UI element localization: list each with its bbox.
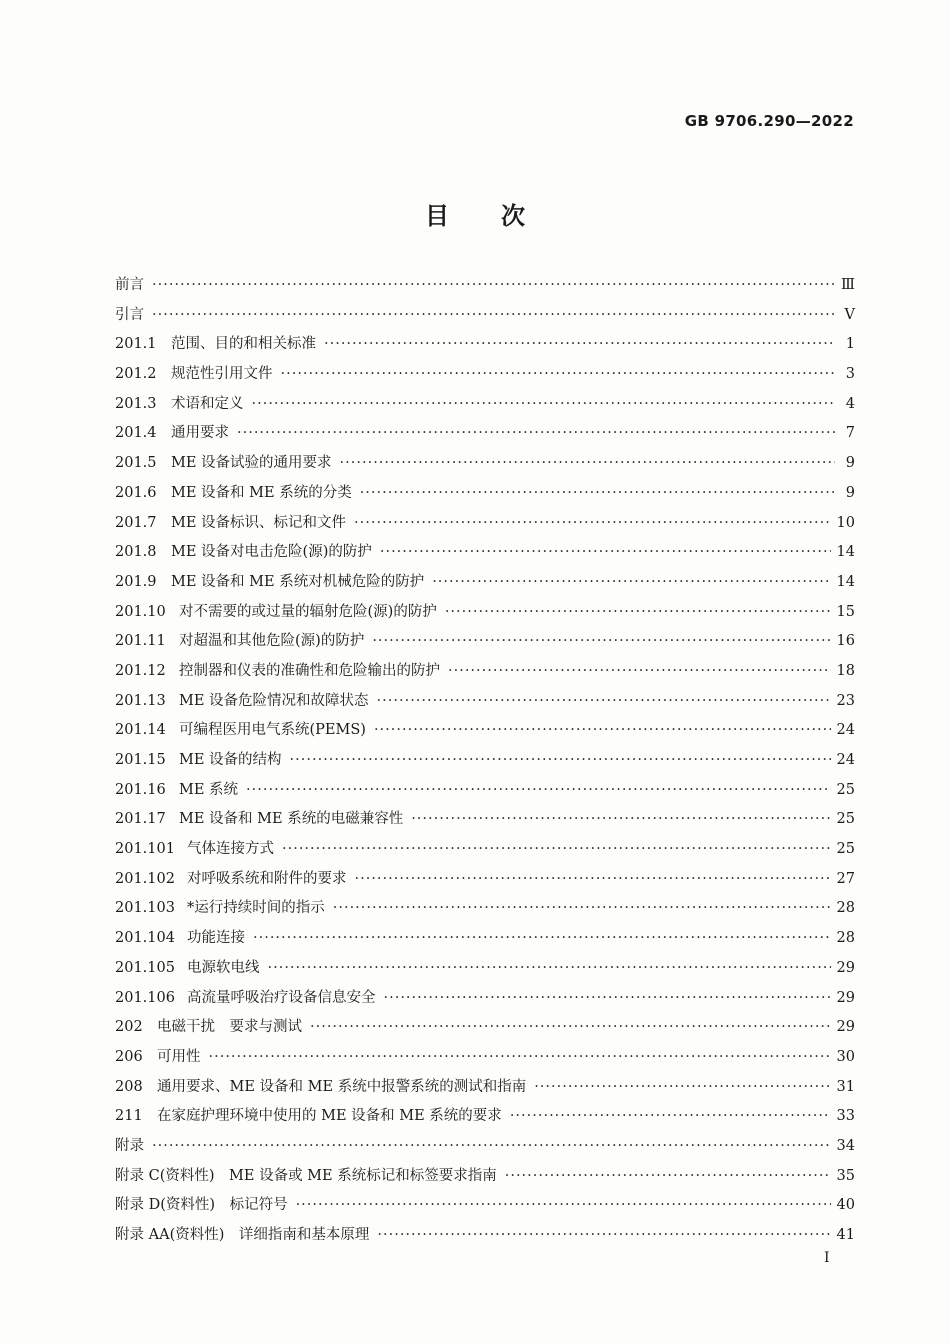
toc-entry-label: ME 系统 bbox=[179, 781, 239, 798]
toc-entry-page: 24 bbox=[836, 722, 855, 739]
toc-leader-dots bbox=[374, 722, 831, 738]
toc-entry[interactable] bbox=[115, 659, 855, 689]
toc-entry-page: 10 bbox=[836, 514, 855, 531]
toc-entry[interactable] bbox=[115, 1164, 855, 1194]
toc-entry-number: 201.9 bbox=[115, 573, 157, 590]
toc-entry[interactable] bbox=[115, 303, 855, 333]
toc-entry-page: 28 bbox=[836, 930, 855, 947]
toc-leader-dots bbox=[290, 752, 831, 768]
toc-entry-page: 9 bbox=[845, 455, 855, 472]
toc-leader-dots bbox=[252, 396, 836, 412]
toc-entry[interactable] bbox=[115, 511, 855, 541]
toc-entry-page: 23 bbox=[836, 692, 855, 709]
toc-entry[interactable] bbox=[115, 718, 855, 748]
toc-entry-label: *运行持续时间的指示 bbox=[187, 900, 325, 917]
toc-entry-label: ME 设备的结构 bbox=[179, 752, 282, 768]
toc-entry-page: 7 bbox=[845, 425, 855, 442]
toc-entry-page: 41 bbox=[836, 1227, 855, 1243]
page-number: Ⅰ bbox=[824, 1250, 830, 1266]
toc-leader-dots bbox=[152, 1138, 831, 1154]
toc-entry-label: (资料性) 标记符号 bbox=[160, 1197, 288, 1214]
toc-entry-number: 201.102 bbox=[115, 870, 175, 887]
toc-leader-dots bbox=[246, 782, 831, 798]
toc-entry[interactable] bbox=[115, 481, 855, 511]
toc-entry-label: 电磁干扰 要求与测试 bbox=[157, 1019, 302, 1036]
toc-entry-label: 控制器和仪表的准确性和危险输出的防护 bbox=[179, 662, 440, 679]
toc-entry-number: 201.15 bbox=[115, 752, 166, 768]
toc-entry-label: 术语和定义 bbox=[171, 395, 244, 412]
toc-entry-page: Ⅴ bbox=[844, 306, 855, 323]
toc-entry-label: 通用要求 bbox=[171, 425, 229, 442]
toc-entry-label: (资料性) ME 设备或 ME 系统标记和标签要求指南 bbox=[159, 1167, 497, 1184]
toc-entry-page: 25 bbox=[836, 811, 855, 828]
toc-leader-dots bbox=[152, 277, 835, 293]
toc-entry-page: 25 bbox=[836, 781, 855, 798]
toc-entry-page: 4 bbox=[845, 395, 855, 412]
toc-entry-page: 29 bbox=[836, 959, 855, 976]
toc-entry-page: 3 bbox=[845, 366, 855, 383]
toc-entry-page: 35 bbox=[836, 1167, 855, 1184]
toc-entry-number: 201.11 bbox=[115, 633, 166, 650]
toc-entry-number: 201.2 bbox=[115, 366, 157, 383]
toc-entry-page: 30 bbox=[836, 1048, 855, 1065]
toc-entry-page: 15 bbox=[836, 603, 855, 620]
toc-entry-number: 201.12 bbox=[115, 662, 166, 679]
toc-entry[interactable] bbox=[115, 600, 855, 630]
toc-entry-page: 16 bbox=[836, 633, 855, 650]
toc-leader-dots bbox=[372, 633, 830, 649]
toc-entry[interactable] bbox=[115, 986, 855, 1016]
toc-entry-label: ME 设备和 ME 系统的电磁兼容性 bbox=[179, 811, 404, 828]
toc-entry-number: 201.10 bbox=[115, 603, 166, 620]
toc-entry-label: 功能连接 bbox=[187, 930, 245, 947]
toc-entry[interactable] bbox=[115, 332, 855, 362]
toc-leader-dots bbox=[377, 1227, 830, 1243]
toc-entry-page: 29 bbox=[836, 1019, 855, 1036]
toc-entry[interactable] bbox=[115, 362, 855, 392]
toc-leader-dots bbox=[253, 930, 831, 946]
toc-leader-dots bbox=[510, 1108, 831, 1124]
toc-entry-number: 201.5 bbox=[115, 455, 157, 472]
toc-leader-dots bbox=[448, 663, 831, 679]
toc-entry[interactable] bbox=[115, 273, 855, 303]
toc-leader-dots bbox=[152, 307, 835, 323]
toc-entry[interactable] bbox=[115, 1223, 855, 1253]
toc-entry-page: 34 bbox=[836, 1137, 855, 1154]
toc-entry-number: 201.17 bbox=[115, 811, 166, 828]
toc-leader-dots bbox=[340, 455, 835, 471]
toc-entry-label: 对不需要的或过量的辐射危险(源)的防护 bbox=[179, 603, 437, 620]
toc-entry-page: 29 bbox=[836, 989, 855, 1006]
table-of-contents bbox=[115, 273, 855, 1253]
toc-entry-number: 201.13 bbox=[115, 692, 166, 709]
toc-entry-page: 24 bbox=[836, 752, 855, 768]
toc-entry[interactable] bbox=[115, 1134, 855, 1164]
toc-leader-dots bbox=[282, 841, 831, 857]
toc-entry-label: 气体连接方式 bbox=[187, 841, 274, 858]
toc-entry-number: 201.14 bbox=[115, 722, 166, 739]
toc-leader-dots bbox=[209, 1049, 831, 1065]
toc-leader-dots bbox=[445, 604, 831, 620]
toc-entry-page: 25 bbox=[836, 841, 855, 858]
toc-leader-dots bbox=[268, 960, 831, 976]
toc-entry[interactable] bbox=[115, 1075, 855, 1105]
toc-entry-number: 201.106 bbox=[115, 989, 175, 1006]
toc-entry-label: 规范性引用文件 bbox=[171, 366, 273, 383]
toc-entry-label: 通用要求、ME 设备和 ME 系统中报警系统的测试和指南 bbox=[157, 1078, 527, 1095]
toc-entry[interactable] bbox=[115, 748, 855, 778]
toc-entry-label: ME 设备试验的通用要求 bbox=[171, 455, 332, 472]
toc-entry-number: 208 bbox=[115, 1078, 143, 1095]
toc-entry-number: 附录 AA bbox=[115, 1227, 170, 1243]
toc-leader-dots bbox=[534, 1079, 830, 1095]
toc-entry-label: 对呼吸系统和附件的要求 bbox=[187, 870, 347, 887]
toc-leader-dots bbox=[333, 900, 831, 916]
toc-entry-number: 附录 D bbox=[115, 1197, 161, 1214]
toc-entry[interactable] bbox=[115, 837, 855, 867]
toc-entry-number: 201.101 bbox=[115, 841, 175, 858]
toc-entry-page: 14 bbox=[836, 544, 855, 561]
toc-leader-dots bbox=[384, 990, 831, 1006]
toc-entry[interactable] bbox=[115, 896, 855, 926]
toc-leader-dots bbox=[411, 811, 830, 827]
toc-entry-page: 9 bbox=[845, 484, 855, 501]
toc-entry-number: 201.16 bbox=[115, 781, 166, 798]
toc-entry-page: 14 bbox=[836, 573, 855, 590]
toc-entry-label: ME 设备和 ME 系统对机械危险的防护 bbox=[171, 573, 425, 590]
toc-entry-page: 28 bbox=[836, 900, 855, 917]
toc-leader-dots bbox=[310, 1019, 831, 1035]
toc-entry-number: 201.1 bbox=[115, 336, 157, 353]
toc-leader-dots bbox=[380, 544, 831, 560]
toc-entry[interactable] bbox=[115, 392, 855, 422]
toc-entry-number: 206 bbox=[115, 1048, 143, 1065]
toc-entry-page: 40 bbox=[836, 1197, 855, 1214]
toc-entry-label: ME 设备和 ME 系统的分类 bbox=[171, 484, 352, 501]
toc-entry[interactable] bbox=[115, 867, 855, 897]
toc-entry-label: 电源软电线 bbox=[187, 959, 260, 976]
toc-entry-label: 可用性 bbox=[157, 1048, 201, 1065]
document-id: GB 9706.290—2022 bbox=[684, 112, 854, 130]
toc-entry-number: 201.8 bbox=[115, 544, 157, 561]
toc-entry[interactable] bbox=[115, 1015, 855, 1045]
toc-entry[interactable] bbox=[115, 778, 855, 808]
toc-entry-label: (资料性) 详细指南和基本原理 bbox=[169, 1227, 370, 1243]
toc-entry[interactable] bbox=[115, 1045, 855, 1075]
toc-entry-page: 18 bbox=[836, 662, 855, 679]
toc-leader-dots bbox=[377, 693, 831, 709]
toc-leader-dots bbox=[354, 515, 831, 531]
toc-entry-page: Ⅲ bbox=[841, 277, 855, 293]
toc-entry-number: 202 bbox=[115, 1019, 143, 1036]
toc-entry-number: 211 bbox=[115, 1108, 143, 1125]
toc-entry[interactable] bbox=[115, 540, 855, 570]
toc-entry[interactable] bbox=[115, 1193, 855, 1223]
toc-entry-label: 前言 bbox=[115, 277, 144, 293]
toc-entry-number: 201.6 bbox=[115, 484, 157, 501]
toc-entry-page: 31 bbox=[836, 1078, 855, 1095]
toc-entry[interactable] bbox=[115, 421, 855, 451]
toc-leader-dots bbox=[432, 574, 830, 590]
toc-entry-number: 201.4 bbox=[115, 425, 157, 442]
toc-leader-dots bbox=[237, 425, 835, 441]
toc-leader-dots bbox=[296, 1197, 831, 1213]
toc-entry[interactable] bbox=[115, 926, 855, 956]
toc-leader-dots bbox=[505, 1168, 831, 1184]
toc-entry-label: 范围、目的和相关标准 bbox=[171, 336, 316, 353]
page-title: 目次 bbox=[425, 201, 577, 230]
toc-entry-number: 201.105 bbox=[115, 959, 175, 976]
toc-entry-label: ME 设备标识、标记和文件 bbox=[171, 514, 347, 531]
toc-entry-label: 附录 bbox=[115, 1137, 144, 1154]
toc-entry-page: 1 bbox=[845, 336, 855, 353]
toc-entry-number: 201.103 bbox=[115, 900, 175, 917]
toc-entry-page: 33 bbox=[836, 1108, 855, 1125]
toc-entry-label: 在家庭护理环境中使用的 ME 设备和 ME 系统的要求 bbox=[157, 1108, 502, 1125]
toc-entry[interactable] bbox=[115, 629, 855, 659]
toc-entry[interactable] bbox=[115, 689, 855, 719]
toc-leader-dots bbox=[281, 366, 836, 382]
toc-entry[interactable] bbox=[115, 570, 855, 600]
toc-entry[interactable] bbox=[115, 956, 855, 986]
toc-leader-dots bbox=[360, 485, 835, 501]
toc-entry[interactable] bbox=[115, 1104, 855, 1134]
toc-entry[interactable] bbox=[115, 451, 855, 481]
toc-entry-label: 高流量呼吸治疗设备信息安全 bbox=[187, 989, 376, 1006]
toc-entry-number: 201.7 bbox=[115, 514, 157, 531]
toc-entry-page: 27 bbox=[836, 870, 855, 887]
toc-entry-label: 可编程医用电气系统(PEMS) bbox=[179, 722, 366, 739]
toc-leader-dots bbox=[324, 336, 835, 352]
toc-entry-label: 引言 bbox=[115, 306, 144, 323]
toc-leader-dots bbox=[355, 871, 831, 887]
toc-entry-label: ME 设备对电击危险(源)的防护 bbox=[171, 544, 372, 561]
toc-entry-number: 附录 C bbox=[115, 1167, 160, 1184]
toc-entry-number: 201.3 bbox=[115, 395, 157, 412]
toc-entry-label: 对超温和其他危险(源)的防护 bbox=[179, 633, 365, 650]
toc-entry-number: 201.104 bbox=[115, 930, 175, 947]
toc-entry-label: ME 设备危险情况和故障状态 bbox=[179, 692, 369, 709]
toc-entry[interactable] bbox=[115, 807, 855, 837]
